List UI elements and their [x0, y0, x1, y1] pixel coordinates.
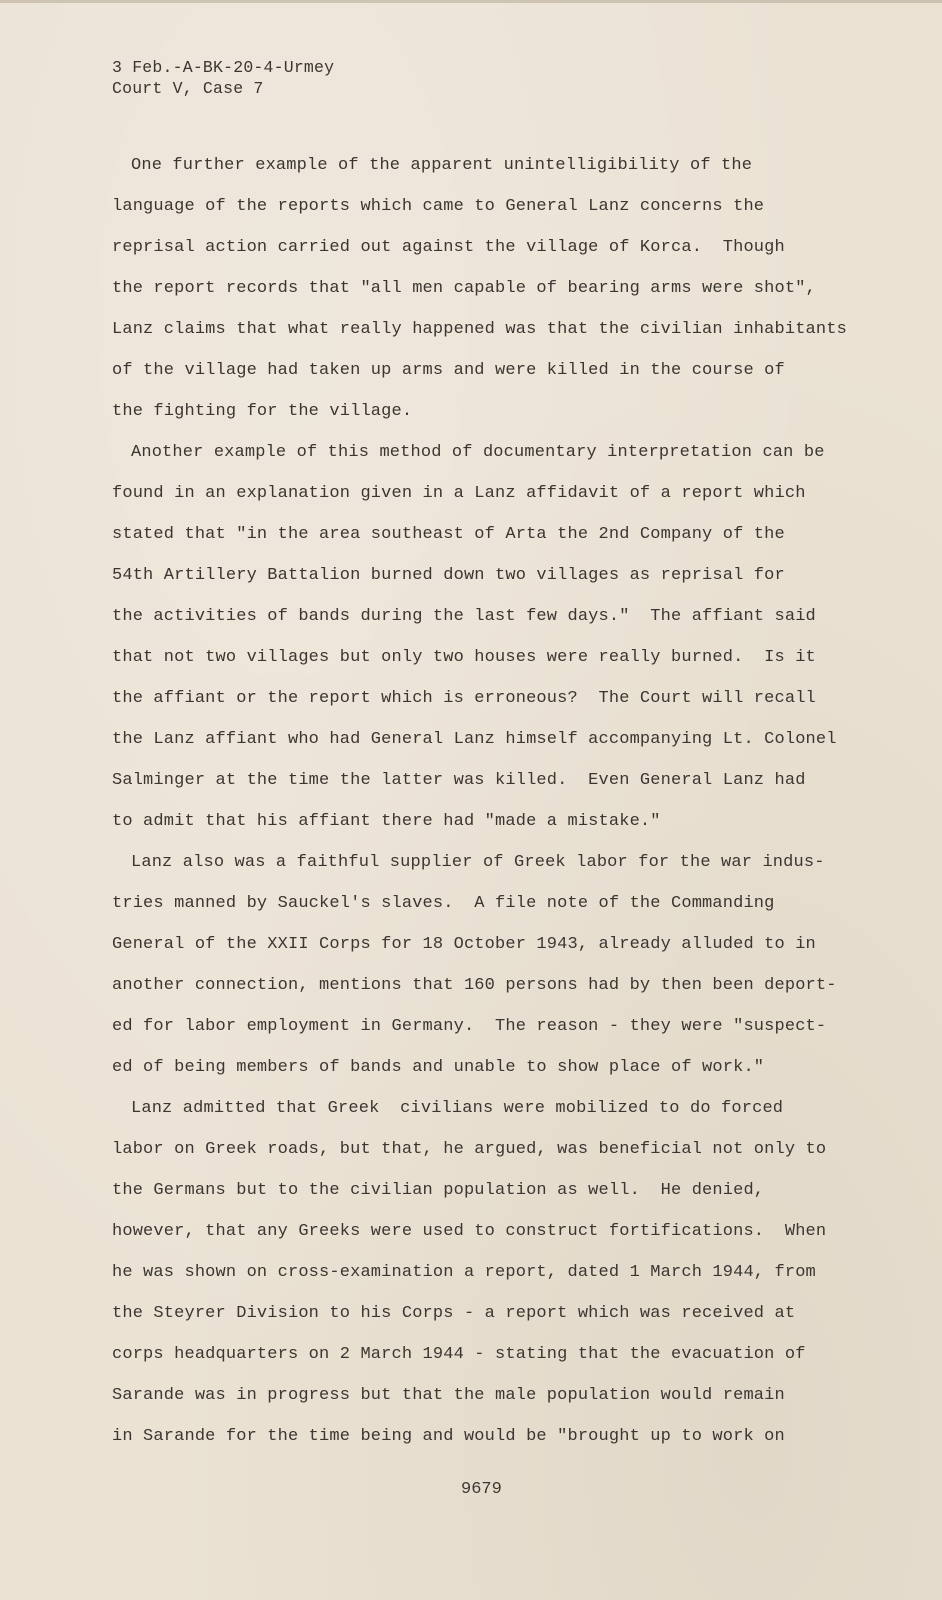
paragraph-2-line: that not two villages but only two houses were really burned. Is it — [112, 648, 816, 667]
paragraph-2-line: to admit that his affiant there had "made a mistake." — [112, 812, 661, 831]
paragraph-1-line: Lanz claims that what really happened was that the civilian inhabitants — [112, 320, 847, 339]
paragraph-2-line: the Lanz affiant who had General Lanz himself accompanying Lt. Colonel — [112, 730, 837, 749]
paragraph-3-line: ed for labor employment in Germany. The reason - they were "suspect- — [112, 1017, 827, 1036]
paragraph-1-line: One further example of the apparent unintelligibility of the — [131, 156, 753, 175]
paragraph-2-line: the affiant or the report which is erroneous? The Court will recall — [112, 689, 816, 708]
paragraph-4-line: the Steyrer Division to his Corps - a report which was received at — [112, 1304, 796, 1323]
paragraph-2-line: Salminger at the time the latter was killed. Even General Lanz had — [112, 771, 806, 790]
paragraph-2-line: the activities of bands during the last few days." The affiant said — [112, 607, 816, 626]
paragraph-2-line: stated that "in the area southeast of Arta the 2nd Company of the — [112, 525, 785, 544]
paragraph-1-line: the report records that "all men capable of bearing arms were shot", — [112, 279, 816, 298]
paragraph-3-line: tries manned by Sauckel's slaves. A file note of the Commanding — [112, 894, 775, 913]
paragraph-4-line: he was shown on cross-examination a report, dated 1 March 1944, from — [112, 1263, 816, 1282]
paragraph-3-line: ed of being members of bands and unable to show place of work." — [112, 1058, 765, 1077]
paragraph-3-line: another connection, mentions that 160 persons had by then been deport- — [112, 976, 837, 995]
paragraph-4-line: corps headquarters on 2 March 1944 - stating that the evacuation of — [112, 1345, 806, 1364]
paragraph-1-line: the fighting for the village. — [112, 402, 413, 421]
case-header — [112, 57, 334, 99]
paragraph-1-line: language of the reports which came to General Lanz concerns the — [112, 197, 765, 216]
paragraph-3-line: General of the XXII Corps for 18 October 1943, already alluded to in — [112, 935, 816, 954]
header-reference: 3 Feb.-A-BK-20-4-Urmey — [112, 58, 335, 77]
paragraph-4-line: the Germans but to the civilian population as well. He denied, — [112, 1181, 765, 1200]
paragraph-4-line: Lanz admitted that Greek civilians were mobilized to do forced — [131, 1099, 784, 1118]
paragraph-3-line: Lanz also was a faithful supplier of Greek labor for the war indus- — [131, 853, 825, 872]
paragraph-2-line: found in an explanation given in a Lanz affidavit of a report which — [112, 484, 806, 503]
paragraph-4-line: in Sarande for the time being and would be "brought up to work on — [112, 1427, 785, 1446]
page-number: 9679 — [461, 1480, 502, 1499]
paragraph-2-line: 54th Artillery Battalion burned down two villages as reprisal for — [112, 566, 785, 585]
paragraph-2-line: Another example of this method of documentary interpretation can be — [131, 443, 825, 462]
paragraph-1-line: of the village had taken up arms and were killed in the course of — [112, 361, 785, 380]
paragraph-1-line: reprisal action carried out against the village of Korca. Though — [112, 238, 785, 257]
paragraph-4-line: Sarande was in progress but that the male population would remain — [112, 1386, 785, 1405]
header-court-case: Court V, Case 7 — [112, 79, 264, 98]
paragraph-4-line: labor on Greek roads, but that, he argued, was beneficial not only to — [112, 1140, 827, 1159]
paragraph-4-line: however, that any Greeks were used to construct fortifications. When — [112, 1222, 827, 1241]
